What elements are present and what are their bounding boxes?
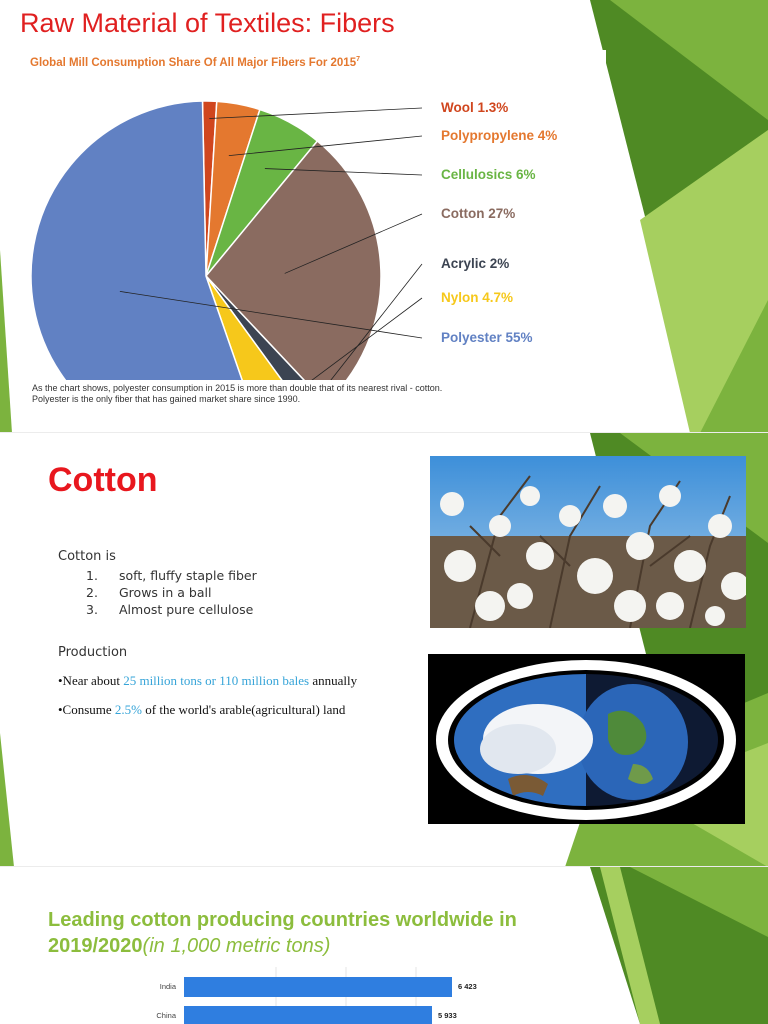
chart-title: Global Mill Consumption Share Of All Major Fibers For 2015$^7$ xyxy=(30,56,360,69)
list-item xyxy=(86,584,257,601)
cotton-properties-list xyxy=(86,567,257,618)
slide-title: Cotton xyxy=(48,461,158,499)
legend-label-polypropylene: Polypropylene 4% xyxy=(441,128,558,143)
bar-country-label: India xyxy=(159,982,176,991)
slide-cotton-producers xyxy=(0,867,768,1024)
slide-title: Leading cotton producing countries worldwide in 2019/2020(in 1,000 metric tons) xyxy=(48,909,517,957)
list-number: 1. xyxy=(86,568,98,583)
slide-fibers xyxy=(0,0,768,433)
bar-value-label: 6 423 xyxy=(458,982,477,991)
list-text: Grows in a ball xyxy=(119,585,212,600)
list-number: 2. xyxy=(86,585,98,600)
chart-note: As the chart shows, polyester consumption in 2015 is more than double that of its nearest rival - cotton. Polyester is the only fiber that has gained market share since 1990. xyxy=(32,383,443,404)
legend-label-polyester: Polyester 55% xyxy=(441,330,533,345)
slide-cotton xyxy=(0,433,768,867)
legend-label-wool: Wool 1.3% xyxy=(441,100,509,115)
legend-label-nylon: Nylon 4.7% xyxy=(441,290,514,305)
land-use-fact: •Consume 2.5% of the world's arable(agricultural) land xyxy=(58,702,346,717)
bar-country-label: China xyxy=(156,1011,176,1020)
list-number: 3. xyxy=(86,602,98,617)
legend-label-acrylic: Acrylic 2% xyxy=(441,256,510,271)
legend-label-cotton: Cotton 27% xyxy=(441,206,516,221)
slide-title: Raw Material of Textiles: Fibers xyxy=(20,8,395,38)
cotton-earth-image xyxy=(428,654,745,824)
production-heading: Production xyxy=(58,645,128,660)
bar-value-label: 5 933 xyxy=(438,1011,457,1020)
list-text: soft, fluffy staple fiber xyxy=(119,568,257,583)
cotton-field-image xyxy=(430,456,746,628)
bar-india xyxy=(184,977,452,997)
list-item xyxy=(86,567,257,584)
list-text: Almost pure cellulose xyxy=(119,602,254,617)
list-item xyxy=(86,601,257,618)
pie-chart-figure xyxy=(18,50,606,416)
production-fact: •Near about 25 million tons or 110 million bales annually xyxy=(58,673,358,688)
bar-china xyxy=(184,1006,432,1024)
legend-label-cellulosics: Cellulosics 6% xyxy=(441,167,536,182)
cotton-intro: Cotton is xyxy=(58,549,116,564)
